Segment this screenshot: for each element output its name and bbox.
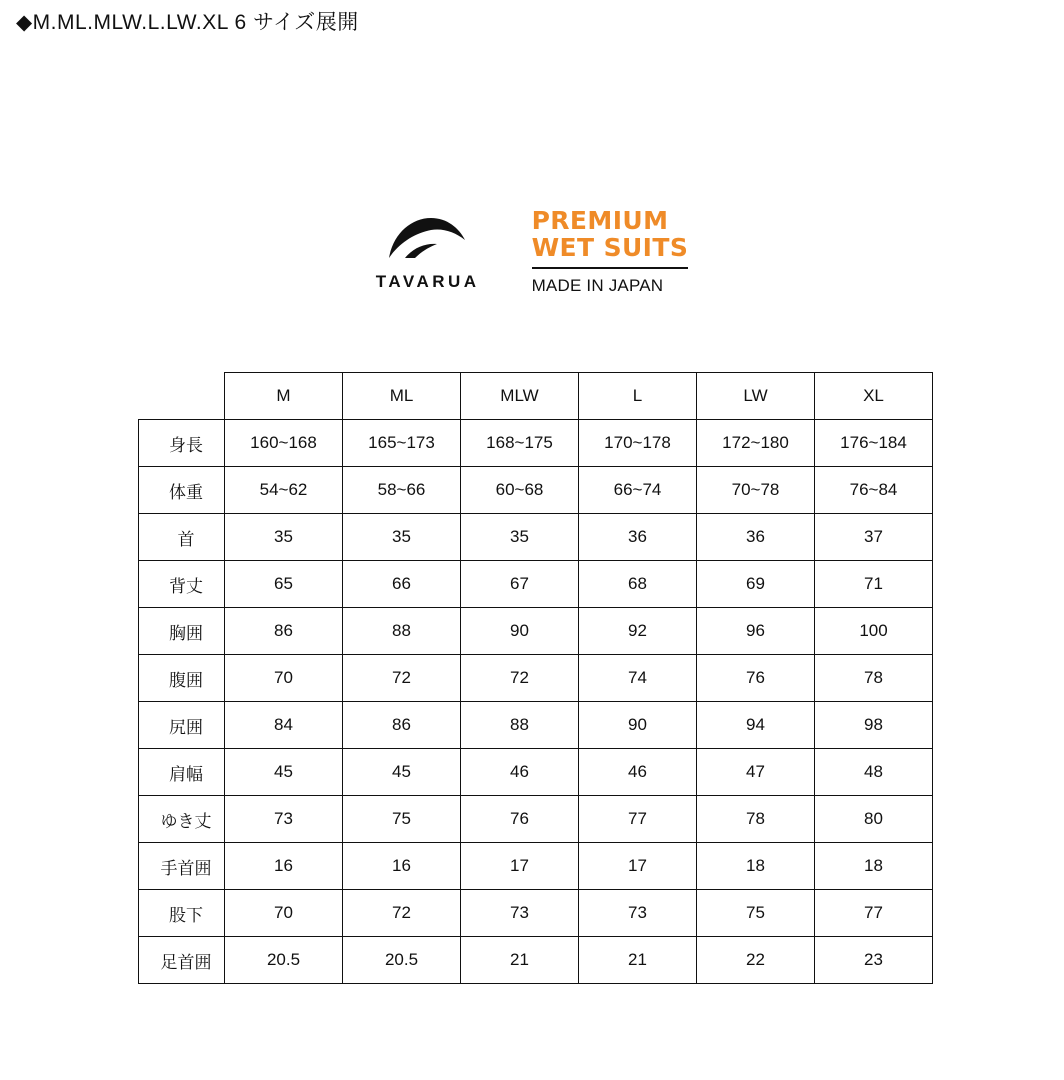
row-label: 腹囲 [139,655,225,702]
table-cell: 37 [815,514,933,561]
table-row [139,702,933,749]
table-cell: 176~184 [815,420,933,467]
table-cell: 22 [697,937,815,984]
table-cell: 58~66 [343,467,461,514]
row-label: 尻囲 [139,702,225,749]
column-header-mlw: MLW [461,373,579,420]
table-row [139,937,933,984]
table-header [139,373,933,420]
table-cell: 73 [579,890,697,937]
column-header-xl: XL [815,373,933,420]
table-cell: 90 [461,608,579,655]
table-cell: 72 [343,655,461,702]
made-in-label: MADE IN JAPAN [531,276,664,295]
table-cell: 66~74 [579,467,697,514]
table-cell: 36 [697,514,815,561]
brand-logo [376,200,480,292]
table-cell: 45 [343,749,461,796]
table-cell: 76~84 [815,467,933,514]
table-cell: 90 [579,702,697,749]
table-cell: 16 [343,843,461,890]
table-cell: 172~180 [697,420,815,467]
table-cell: 92 [579,608,697,655]
row-label: 足首囲 [139,937,225,984]
table-cell: 71 [815,561,933,608]
table-cell: 48 [815,749,933,796]
wave-logo-icon [385,212,471,264]
table-cell: 75 [697,890,815,937]
table-cell: 77 [579,796,697,843]
brand-block [0,200,1064,296]
table-cell: 72 [343,890,461,937]
table-cell: 73 [461,890,579,937]
table-cell: 18 [697,843,815,890]
row-label: 手首囲 [139,843,225,890]
table-row [139,843,933,890]
table-cell: 100 [815,608,933,655]
table-cell: 68 [579,561,697,608]
premium-label-line1: PREMIUM [531,206,669,235]
table-cell: 94 [697,702,815,749]
table-cell: 160~168 [225,420,343,467]
table-cell: 74 [579,655,697,702]
brand-name: TAVARUA [375,272,480,291]
table-row [139,420,933,467]
table-cell: 84 [225,702,343,749]
table-cell: 70~78 [697,467,815,514]
row-label: ゆき丈 [139,796,225,843]
table-cell: 80 [815,796,933,843]
table-cell: 168~175 [461,420,579,467]
table-cell: 45 [225,749,343,796]
table-row [139,514,933,561]
table-cell: 67 [461,561,579,608]
table-cell: 21 [579,937,697,984]
row-label: 胸囲 [139,608,225,655]
table-row [139,749,933,796]
table-cell: 20.5 [343,937,461,984]
table-cell: 88 [461,702,579,749]
table-header-row [139,373,933,420]
table-cell: 76 [697,655,815,702]
table-cell: 65 [225,561,343,608]
table-row [139,561,933,608]
table-cell: 46 [579,749,697,796]
table-cell: 78 [697,796,815,843]
row-label: 身長 [139,420,225,467]
table-cell: 66 [343,561,461,608]
table-cell: 73 [225,796,343,843]
table-cell: 54~62 [225,467,343,514]
table-cell: 76 [461,796,579,843]
table-cell: 86 [225,608,343,655]
column-header-ml: ML [343,373,461,420]
table-cell: 17 [579,843,697,890]
table-cell: 47 [697,749,815,796]
table-cell: 21 [461,937,579,984]
table-row [139,467,933,514]
table-cell: 23 [815,937,933,984]
row-label: 背丈 [139,561,225,608]
table-row [139,608,933,655]
table-cell: 60~68 [461,467,579,514]
table-cell: 78 [815,655,933,702]
row-label: 肩幅 [139,749,225,796]
table-cell: 77 [815,890,933,937]
table-cell: 18 [815,843,933,890]
row-label: 体重 [139,467,225,514]
table-row [139,655,933,702]
table-corner-cell [139,373,225,420]
row-label: 首 [139,514,225,561]
column-header-l: L [579,373,697,420]
table-cell: 69 [697,561,815,608]
table-cell: 35 [343,514,461,561]
table-cell: 46 [461,749,579,796]
table-cell: 36 [579,514,697,561]
table-cell: 35 [461,514,579,561]
brand-tagline [532,200,689,296]
table-cell: 98 [815,702,933,749]
row-label: 股下 [139,890,225,937]
table-cell: 88 [343,608,461,655]
made-in-divider [532,267,689,296]
table-cell: 20.5 [225,937,343,984]
table-cell: 17 [461,843,579,890]
premium-label-line2: WET SUITS [531,232,689,262]
table-cell: 35 [225,514,343,561]
table-cell: 165~173 [343,420,461,467]
table-cell: 170~178 [579,420,697,467]
table-body [139,420,933,984]
table-cell: 75 [343,796,461,843]
table-cell: 70 [225,890,343,937]
size-chart-table [138,372,933,984]
table-row [139,796,933,843]
page-title: ◆M.ML.MLW.L.LW.XL 6 サイズ展開 [16,11,359,34]
table-cell: 86 [343,702,461,749]
table-row [139,890,933,937]
table-cell: 16 [225,843,343,890]
column-header-m: M [225,373,343,420]
table-cell: 96 [697,608,815,655]
table-cell: 72 [461,655,579,702]
table-cell: 70 [225,655,343,702]
column-header-lw: LW [697,373,815,420]
